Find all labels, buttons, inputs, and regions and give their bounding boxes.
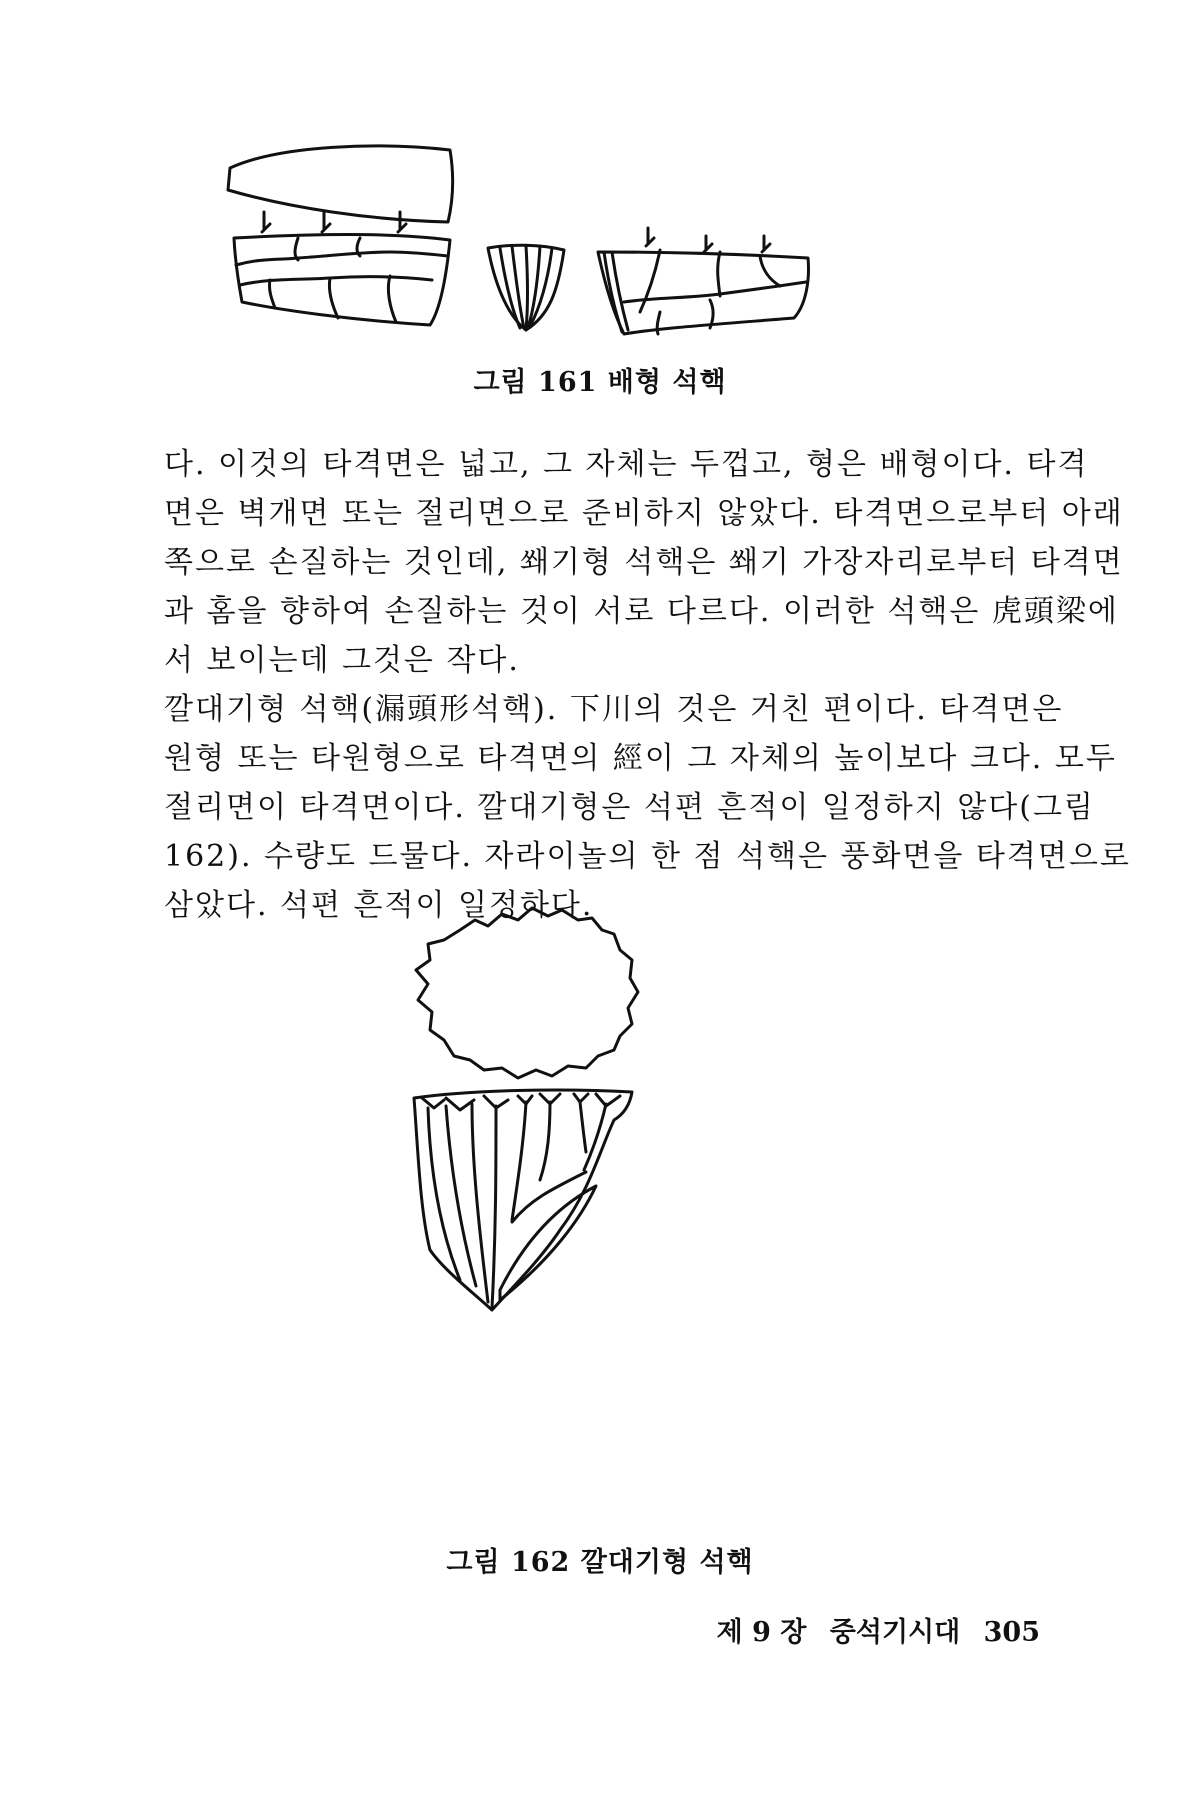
text-line: 쪽으로 손질하는 것인데, 쐐기형 석핵은 쐐기 가장자리로부터 타격면 (164, 545, 1124, 580)
figure-162-caption: 그림 162 깔대기형 석핵 (446, 1547, 754, 1578)
figure-161-caption: 그림 161 배형 석핵 (473, 367, 727, 398)
figure-161-illustration (220, 140, 820, 380)
text-line: 깔대기형 석핵(漏頭形석핵). 下川의 것은 거친 편이다. 타격면은 (164, 692, 1064, 727)
page-footer (703, 1610, 1040, 1649)
text-line: 원형 또는 타원형으로 타격면의 經이 그 자체의 높이보다 크다. 모두 (164, 741, 1117, 776)
figure-162-illustration (400, 890, 660, 1350)
text-line: 과 홈을 향하여 손질하는 것이 서로 다르다. 이러한 석핵은 虎頭梁에 (164, 594, 1119, 629)
text-line: 서 보이는데 그것은 작다. (164, 643, 520, 678)
text-line: 삼았다. 석편 흔적이 일정하다. (164, 888, 594, 923)
footer-title: 중석기시대 (829, 1617, 961, 1648)
text-line: 다. 이것의 타격면은 넓고, 그 자체는 두껍고, 형은 배형이다. 타격 (164, 447, 1089, 482)
text-line: 절리면이 타격면이다. 깔대기형은 석편 흔적이 일정하지 않다(그림 (164, 790, 1095, 825)
text-line: 면은 벽개면 또는 절리면으로 준비하지 않았다. 타격면으로부터 아래 (164, 496, 1124, 531)
body-paragraph-1 (164, 440, 1124, 685)
footer-chapter: 제 9 장 (716, 1617, 807, 1648)
page-number: 305 (983, 1617, 1040, 1648)
text-line: 162). 수량도 드물다. 자라이놀의 한 점 석핵은 풍화면을 타격면으로 (164, 839, 1131, 874)
